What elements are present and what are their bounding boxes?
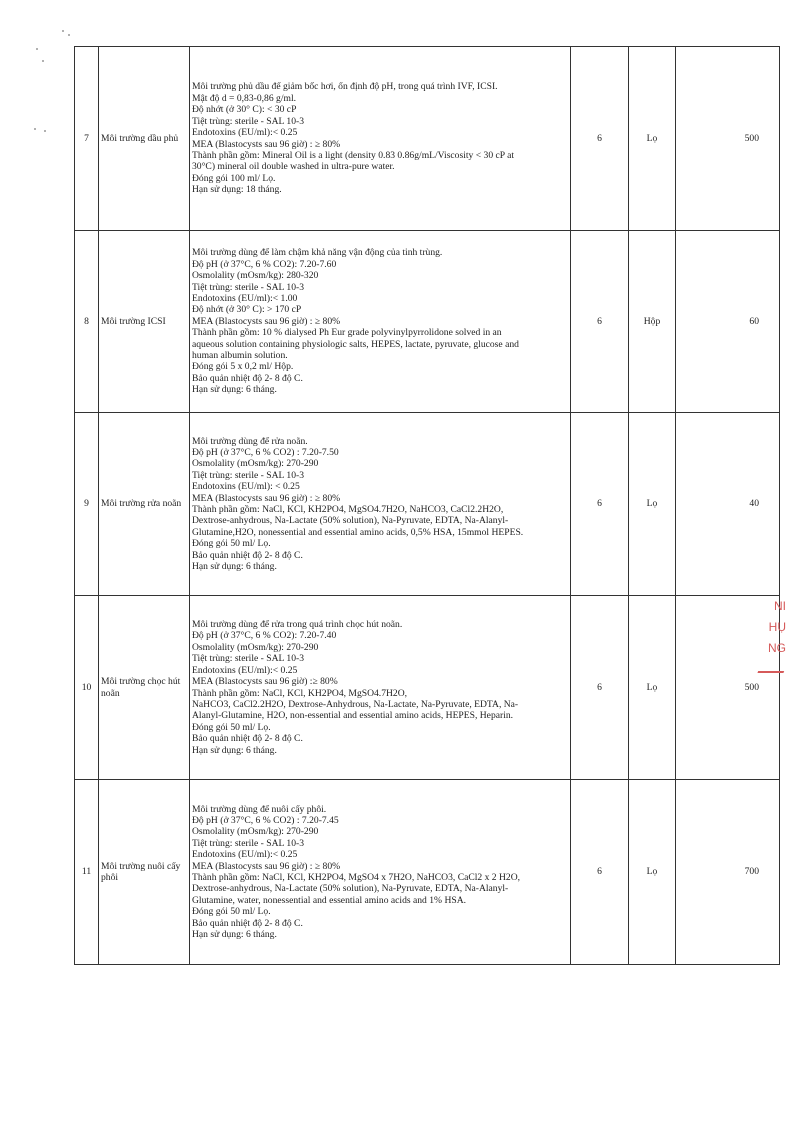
stamp-text: HỤ bbox=[768, 620, 786, 634]
description-line: human albumin solution. bbox=[192, 350, 288, 362]
description-line: Thành phần gồm: Mineral Oil is a light (density 0.83 0.86g/mL/Viscosity < 30 cP at bbox=[192, 149, 515, 161]
description-line: Đóng gói 5 x 0,2 ml/ Hộp. bbox=[192, 361, 294, 373]
unit: Lọ bbox=[629, 413, 676, 596]
description-line: Đóng gói 50 ml/ Lọ. bbox=[192, 538, 271, 550]
row-number: 8 bbox=[75, 231, 99, 413]
red-stamp-fragment bbox=[756, 596, 786, 673]
quantity: 6 bbox=[571, 47, 629, 231]
amount: 700 bbox=[676, 780, 780, 965]
description-line: Osmolality (mOsm/kg): 270-290 bbox=[192, 458, 319, 470]
stamp-text: NI bbox=[774, 599, 786, 613]
description-line: Môi trường dùng để rửa trong quá trình chọc hút noãn. bbox=[192, 619, 403, 631]
row-number: 7 bbox=[75, 47, 99, 231]
description-line: Thành phần gồm: 10 % dialysed Ph Eur grade polyvinylpyrrolidone solved in an bbox=[192, 327, 502, 339]
stamp-mark bbox=[757, 659, 788, 673]
table-row bbox=[75, 231, 780, 413]
description-line: Bảo quản nhiệt độ 2- 8 độ C. bbox=[192, 372, 303, 384]
item-name: Môi trường rửa noãn bbox=[99, 413, 190, 596]
description-line: Bảo quản nhiệt độ 2- 8 độ C. bbox=[192, 733, 303, 745]
description-line: Mật độ d = 0,83-0,86 g/ml. bbox=[192, 92, 297, 104]
description-line: Osmolality (mOsm/kg): 270-290 bbox=[192, 826, 319, 838]
item-description bbox=[190, 231, 571, 413]
table-row bbox=[75, 780, 780, 965]
description-line: Dextrose-anhydrous, Na-Lactate (50% solution), Na-Pyruvate, EDTA, Na-Alanyl- bbox=[192, 883, 509, 895]
description-line: Tiệt trùng: sterile - SAL 10-3 bbox=[192, 469, 305, 481]
amount: 40 bbox=[676, 413, 780, 596]
row-number: 11 bbox=[75, 780, 99, 965]
item-name: Môi trường nuôi cấy phôi bbox=[99, 780, 190, 965]
description-line: Endotoxins (EU/ml):< 1.00 bbox=[192, 292, 298, 304]
description-line: Thành phần gồm: NaCl, KCl, KH2PO4, MgSO4.7H2O, NaHCO3, CaCl2.2H2O, bbox=[192, 504, 504, 515]
unit: Hộp bbox=[629, 231, 676, 413]
description-line: Tiệt trùng: sterile - SAL 10-3 bbox=[192, 653, 305, 665]
unit: Lọ bbox=[629, 596, 676, 780]
description-line: Độ pH (ở 37°C, 6 % CO2) : 7.20-7.50 bbox=[192, 446, 339, 458]
description-line: Đóng gói 50 ml/ Lọ. bbox=[192, 906, 271, 918]
description-line: Độ pH (ở 37°C, 6 % CO2) : 7.20-7.45 bbox=[192, 814, 339, 826]
description-line: Endotoxins (EU/ml):< 0.25 bbox=[192, 664, 298, 676]
scan-specks bbox=[30, 20, 80, 140]
quantity: 6 bbox=[571, 596, 629, 780]
description-line: Môi trường phủ dầu để giảm bốc hơi, ổn định độ pH, trong quá trình IVF, ICSI. bbox=[192, 81, 498, 93]
description-line: MEA (Blastocysts sau 96 giờ) : ≥ 80% bbox=[192, 315, 341, 327]
description-line: Tiệt trùng: sterile - SAL 10-3 bbox=[192, 115, 305, 127]
description-line: NaHCO3, CaCl2.2H2O, Dextrose-Anhydrous, Na-Lactate, Na-Pyruvate, EDTA, Na- bbox=[192, 698, 519, 710]
description-line: Hạn sử dụng: 6 tháng. bbox=[192, 384, 277, 396]
item-description bbox=[190, 413, 571, 596]
description-line: MEA (Blastocysts sau 96 giờ) : ≥ 80% bbox=[192, 860, 341, 872]
description-line: Tiệt trùng: sterile - SAL 10-3 bbox=[192, 837, 305, 849]
description-line: Hạn sử dụng: 6 tháng. bbox=[192, 561, 277, 573]
description-line: Osmolality (mOsm/kg): 270-290 bbox=[192, 641, 319, 653]
description-line: Tiệt trùng: sterile - SAL 10-3 bbox=[192, 281, 305, 293]
description-line: MEA (Blastocysts sau 96 giờ) : ≥ 80% bbox=[192, 492, 341, 504]
description-line: 30°C) mineral oil double washed in ultra-pure water. bbox=[192, 161, 395, 173]
description-line: Endotoxins (EU/ml): < 0.25 bbox=[192, 481, 300, 493]
description-line: Glutamine, water, nonessential and essential amino acids and 1% HSA. bbox=[192, 894, 467, 906]
table-row bbox=[75, 596, 780, 780]
amount: 500 bbox=[676, 47, 780, 231]
description-line: Endotoxins (EU/ml):< 0.25 bbox=[192, 127, 298, 139]
quantity: 6 bbox=[571, 413, 629, 596]
description-line: Hạn sử dụng: 6 tháng. bbox=[192, 744, 277, 756]
description-line: Endotoxins (EU/ml):< 0.25 bbox=[192, 849, 298, 861]
specification-table bbox=[74, 46, 780, 965]
description-line: Thành phần gồm: NaCl, KCl, KH2PO4, MgSO4.7H2O, bbox=[192, 687, 408, 699]
description-line: Đóng gói 100 ml/ Lọ. bbox=[192, 172, 276, 184]
item-name: Môi trường ICSI bbox=[99, 231, 190, 413]
description-line: Môi trường dùng để rửa noãn. bbox=[192, 435, 308, 447]
description-line: Độ nhớt (ở 30° C): > 170 cP bbox=[192, 304, 302, 316]
table-row bbox=[75, 47, 780, 231]
quantity: 6 bbox=[571, 231, 629, 413]
description-line: Đóng gói 50 ml/ Lọ. bbox=[192, 721, 271, 733]
amount: 60 bbox=[676, 231, 780, 413]
description-line: Độ nhớt (ở 30° C): < 30 cP bbox=[192, 104, 297, 116]
description-line: Bảo quản nhiệt độ 2- 8 độ C. bbox=[192, 549, 303, 561]
row-number: 9 bbox=[75, 413, 99, 596]
amount: 500 bbox=[676, 596, 780, 780]
description-line: MEA (Blastocysts sau 96 giờ) :≥ 80% bbox=[192, 676, 338, 688]
unit: Lọ bbox=[629, 47, 676, 231]
description-line: Hạn sử dụng: 6 tháng. bbox=[192, 929, 277, 941]
item-name: Môi trường chọc hút noãn bbox=[99, 596, 190, 780]
item-description bbox=[190, 47, 571, 231]
description-line: MEA (Blastocysts sau 96 giờ) : ≥ 80% bbox=[192, 138, 341, 150]
unit: Lọ bbox=[629, 780, 676, 965]
stamp-text: NG bbox=[768, 641, 786, 655]
description-line: Hạn sử dụng: 18 tháng. bbox=[192, 184, 282, 196]
row-number: 10 bbox=[75, 596, 99, 780]
description-line: Thành phần gồm: NaCl, KCl, KH2PO4, MgSO4 x 7H2O, NaHCO3, CaCl2 x 2 H2O, bbox=[192, 872, 521, 883]
item-name: Môi trường dầu phủ bbox=[99, 47, 190, 231]
description-line: Độ pH (ở 37°C, 6 % CO2): 7.20-7.60 bbox=[192, 258, 337, 270]
description-line: aqueous solution containing physiologic salts, HEPES, lactate, pyruvate, glucose and bbox=[192, 338, 519, 350]
description-line: Môi trường dùng để làm chậm khả năng vận động của tinh trùng. bbox=[192, 247, 443, 259]
description-line: Độ pH (ở 37°C, 6 % CO2): 7.20-7.40 bbox=[192, 630, 337, 642]
item-description bbox=[190, 780, 571, 965]
table-row bbox=[75, 413, 780, 596]
item-description bbox=[190, 596, 571, 780]
quantity: 6 bbox=[571, 780, 629, 965]
description-line: Glutamine,H2O, nonessential and essential amino acids, 0,5% HSA, 15mmol HEPES. bbox=[192, 526, 524, 538]
description-line: Môi trường dùng để nuôi cấy phôi. bbox=[192, 803, 327, 815]
description-line: Alanyl-Glutamine, H2O, non-essential and essential amino acids, HEPES, Heparin. bbox=[192, 710, 514, 722]
description-line: Dextrose-anhydrous, Na-Lactate (50% solution), Na-Pyruvate, EDTA, Na-Alanyl- bbox=[192, 515, 509, 527]
description-line: Bảo quản nhiệt độ 2- 8 độ C. bbox=[192, 917, 303, 929]
description-line: Osmolality (mOsm/kg): 280-320 bbox=[192, 270, 319, 282]
